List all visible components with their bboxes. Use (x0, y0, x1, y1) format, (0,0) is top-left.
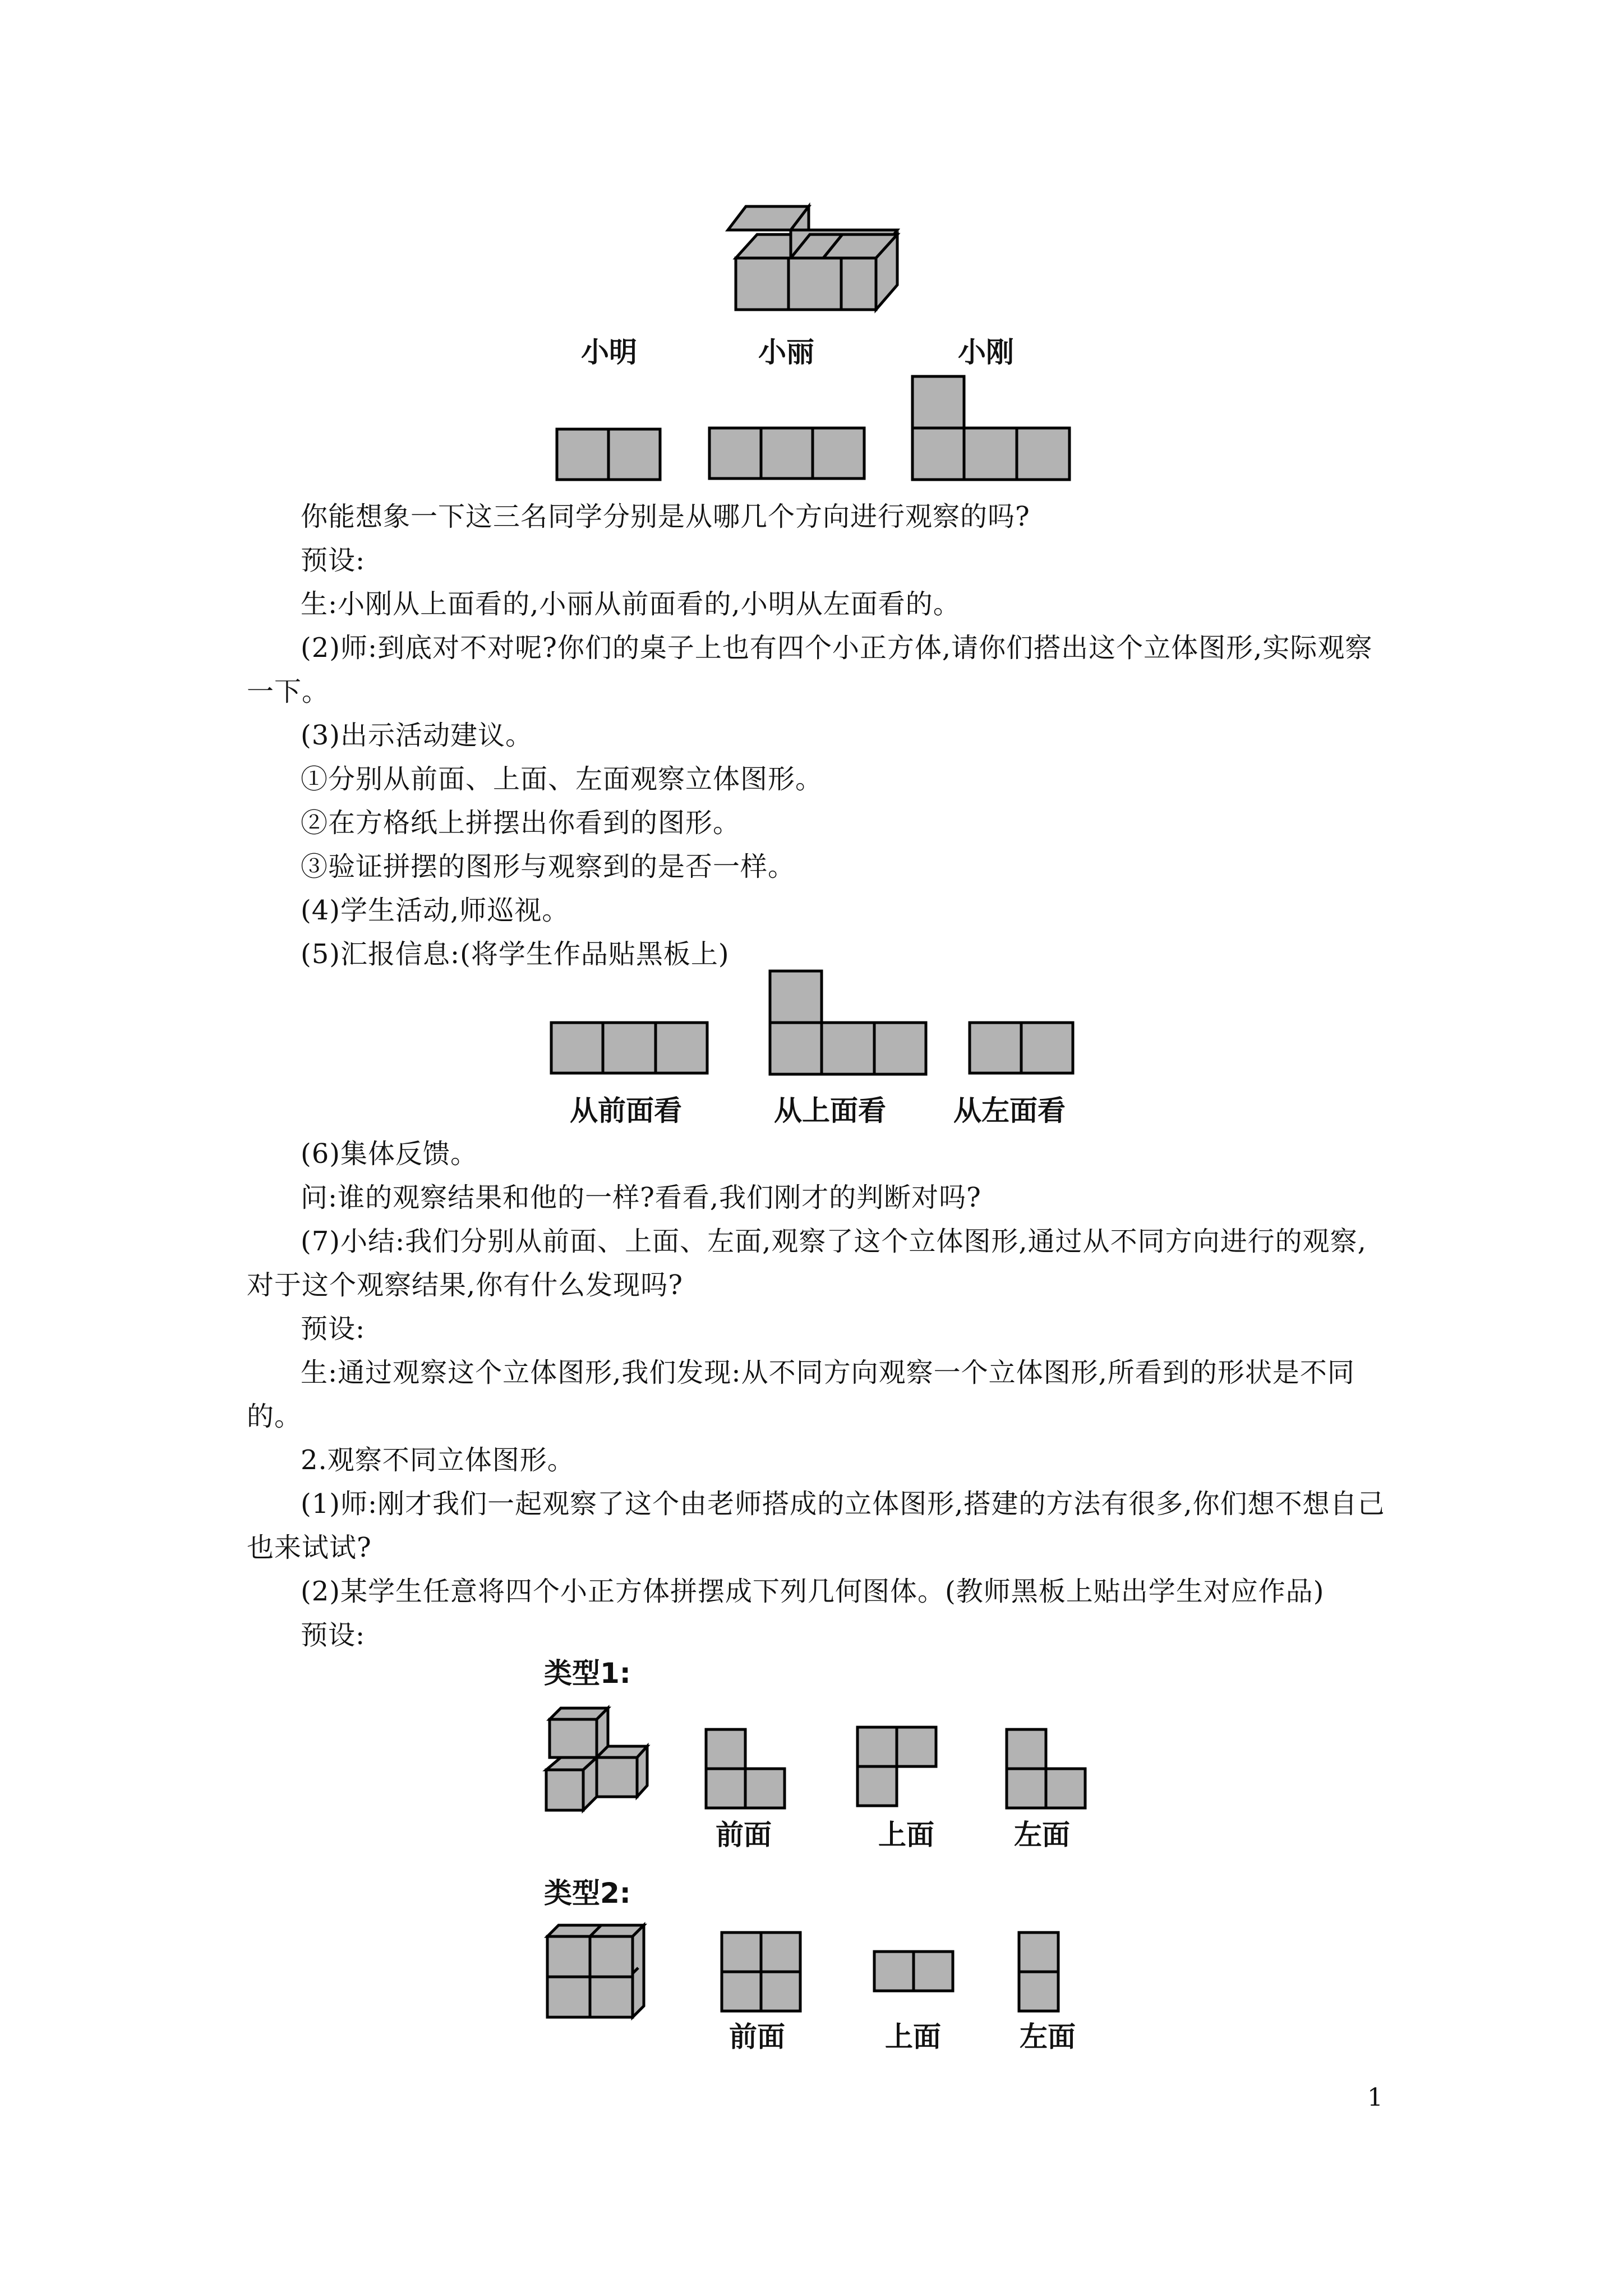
type1-view-front (704, 1728, 789, 1812)
paragraph: 你能想象一下这三名同学分别是从哪几个方向进行观察的吗? (301, 501, 1030, 532)
paragraph: (2)某学生任意将四个小正方体拼摆成下列几何图体。(教师黑板上贴出学生对应作品) (301, 1576, 1325, 1607)
paragraph: (7)小结:我们分别从前面、上面、左面,观察了这个立体图形,通过从不同方向进行的观察,对于这个观察结果,你有什么发现吗? (247, 1226, 1367, 1301)
cube-figure-main (718, 202, 909, 320)
type1-label-front: 前面 (716, 1819, 772, 1851)
type1-title: 类型1: (544, 1657, 631, 1690)
paragraph: (1)师:刚才我们一起观察了这个由老师搭成的立体图形,搭建的方法有很多,你们想不想自己也来试试? (247, 1488, 1385, 1563)
text-section-b (247, 1132, 1391, 1657)
paragraph: (4)学生活动,师巡视。 (301, 895, 570, 926)
paragraph: ①分别从前面、上面、左面观察立体图形。 (301, 763, 823, 795)
paragraph: 预设: (301, 545, 366, 576)
view-front (550, 1021, 709, 1075)
paragraph: 预设: (301, 1619, 366, 1651)
view-xiaoli (708, 426, 866, 480)
view-label-front: 从前面看 (570, 1094, 682, 1127)
text-section-a (247, 495, 1391, 976)
view-label-left: 从左面看 (953, 1094, 1066, 1127)
type1-3d-shape (538, 1703, 651, 1815)
paragraph: 问:谁的观察结果和他的一样?看看,我们刚才的判断对吗? (301, 1182, 981, 1213)
type2-3d-shape (545, 1923, 648, 2019)
view-xiaoming (555, 427, 662, 481)
paragraph: 2.观察不同立体图形。 (301, 1444, 575, 1476)
type2-view-front (720, 1931, 804, 2015)
type1-view-left (1005, 1728, 1089, 1812)
observer-label-xiaoli: 小丽 (758, 336, 814, 369)
paragraph: (5)汇报信息:(将学生作品贴黑板上) (301, 938, 730, 970)
view-xiaogang (911, 375, 1071, 481)
view-left (968, 1021, 1075, 1075)
type2-label-left: 左面 (1020, 2021, 1076, 2053)
type2-label-top: 上面 (885, 2021, 941, 2053)
page-number: 1 (1367, 2083, 1383, 2112)
paragraph: ②在方格纸上拼摆出你看到的图形。 (301, 807, 741, 839)
type1-view-top (856, 1726, 940, 1810)
paragraph: 预设: (301, 1313, 366, 1345)
type1-label-left: 左面 (1014, 1819, 1070, 1851)
type2-view-left (1017, 1931, 1062, 2015)
paragraph: (6)集体反馈。 (301, 1138, 478, 1170)
paragraph: 生:小刚从上面看的,小丽从前面看的,小明从左面看的。 (301, 588, 961, 620)
type1-label-top: 上面 (878, 1819, 934, 1851)
view-top (768, 969, 928, 1076)
paragraph: 生:通过观察这个立体图形,我们发现:从不同方向观察一个立体图形,所看到的形状是不同的。 (247, 1357, 1355, 1432)
type2-title: 类型2: (544, 1877, 631, 1910)
observer-label-xiaoming: 小明 (581, 336, 637, 369)
type2-label-front: 前面 (729, 2021, 785, 2053)
paragraph: ③验证拼摆的图形与观察到的是否一样。 (301, 851, 796, 882)
paragraph: (3)出示活动建议。 (301, 720, 533, 751)
paragraph: (2)师:到底对不对呢?你们的桌子上也有四个小正方体,请你们搭出这个立体图形,实际观察一下。 (247, 632, 1373, 707)
type2-view-top (873, 1950, 957, 1995)
view-label-top: 从上面看 (774, 1094, 886, 1127)
observer-label-xiaogang: 小刚 (958, 336, 1014, 369)
